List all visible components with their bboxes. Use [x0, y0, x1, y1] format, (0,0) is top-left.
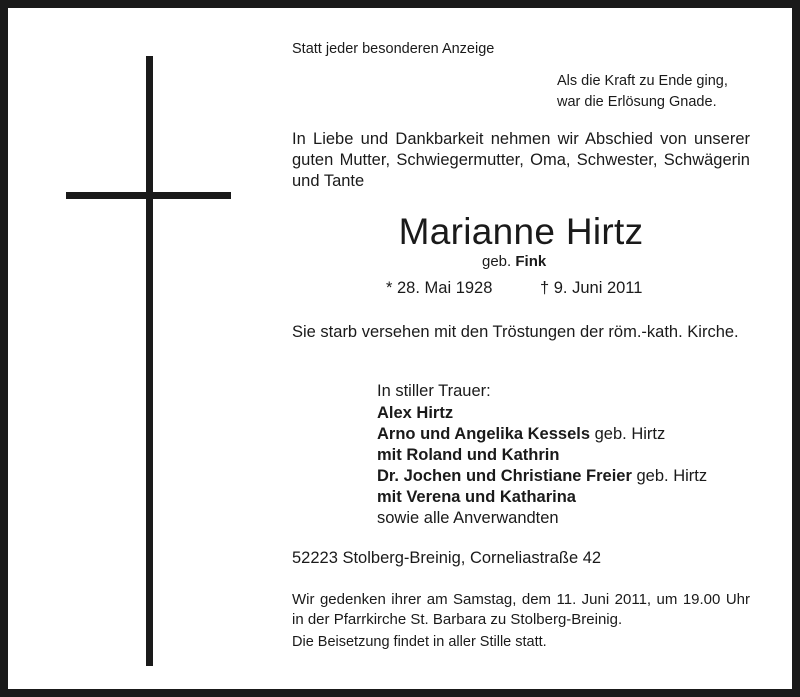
mourner-name: mit Verena und Katharina [377, 488, 576, 506]
service-text: Wir gedenken ihrer am Samstag, dem 11. Juni 2011, um 19.00 Uhr in der Pfarrkirche St. Barbara zu Stolberg-Breinig. [292, 591, 750, 628]
maiden-name-line [482, 252, 546, 272]
mourners-heading: In stiller Trauer: [377, 382, 491, 400]
mourner-name: Arno und Angelika Kessels [377, 425, 591, 443]
cross-icon-vertical-bar [146, 56, 153, 666]
header-statt: Statt jeder besonderen Anzeige [292, 41, 495, 57]
sacraments-text: Sie starb versehen mit den Tröstungen der röm.-kath. Kirche. [292, 323, 739, 341]
geb-prefix: geb. [482, 253, 512, 270]
mourner-line [377, 466, 707, 487]
mourner-name: Alex Hirtz [377, 404, 454, 422]
intro-text: In Liebe und Dankbarkeit nehmen wir Abschied von unserer guten Mutter, Schwiegermutter, Oma, Schwester, Schwägerin und Tante [292, 130, 750, 190]
burial-text: Die Beisetzung findet in aller Stille statt. [292, 634, 547, 650]
mourner-name: mit Roland und Kathrin [377, 446, 560, 464]
quote-line-2: war die Erlösung Gnade. [557, 94, 717, 110]
mourner-relatives: sowie alle Anverwandten [377, 509, 559, 527]
mourner-suffix: geb. Hirtz [631, 467, 708, 485]
mourner-suffix: geb. Hirtz [590, 425, 666, 443]
cross-icon-horizontal-bar [66, 192, 231, 199]
maiden-name: Fink [515, 253, 547, 270]
deceased-name: Marianne Hirtz [398, 211, 644, 252]
mourners-list [377, 403, 707, 529]
mourner-name: Dr. Jochen und Christiane Freier [377, 467, 632, 485]
quote-line-1: Als die Kraft zu Ende ging, [557, 73, 728, 89]
death-date: † 9. Juni 2011 [540, 279, 643, 297]
mourner-line [377, 508, 707, 529]
birth-date: * 28. Mai 1928 [386, 279, 493, 297]
mourner-line [377, 487, 707, 508]
address: 52223 Stolberg-Breinig, Corneliastraße 42 [292, 549, 602, 567]
mourner-line [377, 403, 707, 424]
mourner-line [377, 424, 707, 445]
mourner-line [377, 445, 707, 466]
